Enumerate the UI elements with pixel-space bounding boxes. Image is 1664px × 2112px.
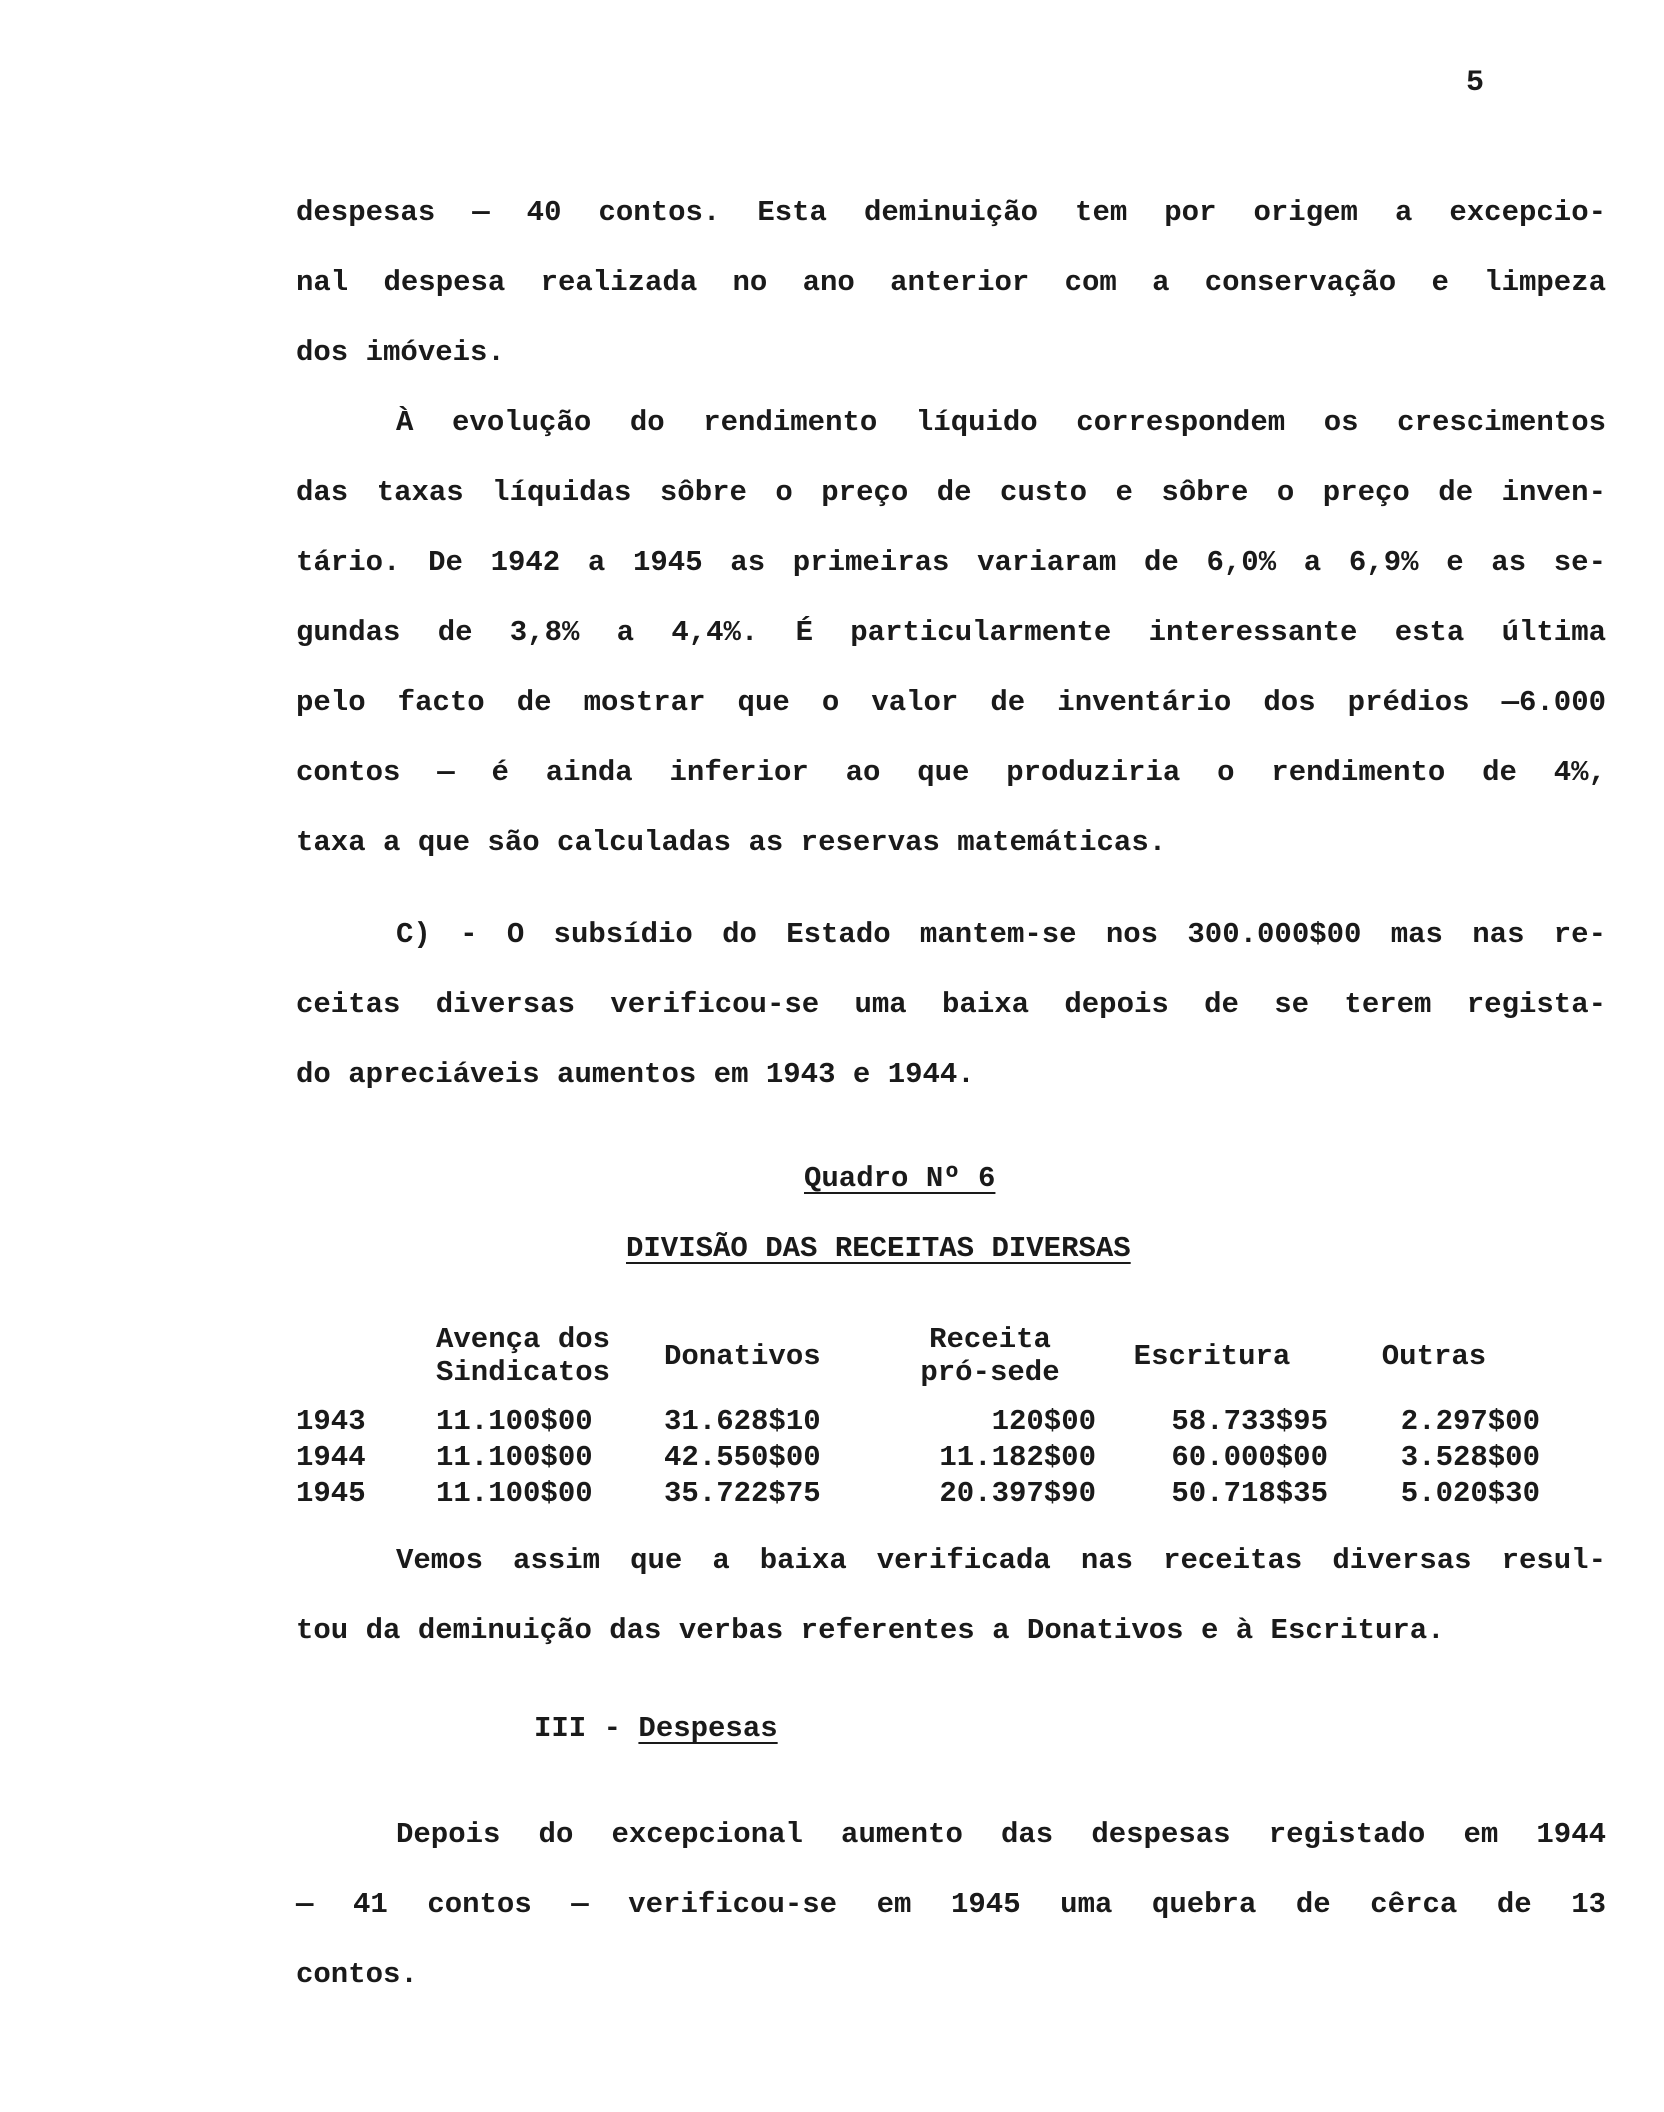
cell-receita: 120$00 xyxy=(991,1405,1096,1438)
cell-donativos: 42.550$00 xyxy=(664,1441,821,1474)
table-row xyxy=(296,1404,1540,1440)
cell-avenca: 11.100$00 xyxy=(436,1441,593,1474)
cell-donativos: 35.722$75 xyxy=(664,1477,821,1510)
text-line: nal despesa realizada no ano anterior com a conservação e limpeza xyxy=(296,266,1606,299)
header-receita-line2: pró-sede xyxy=(920,1356,1060,1389)
table-title: Quadro Nº 6 xyxy=(804,1162,996,1195)
header-outras: Outras xyxy=(1381,1339,1487,1373)
header-escritura: Escritura xyxy=(1133,1339,1291,1373)
cell-escritura: 58.733$95 xyxy=(1171,1405,1328,1438)
cell-donativos: 31.628$10 xyxy=(664,1405,821,1438)
table-subtitle: DIVISÃO DAS RECEITAS DIVERSAS xyxy=(626,1232,1131,1265)
cell-year: 1943 xyxy=(296,1405,366,1438)
text-line: Vemos assim que a baixa verificada nas receitas diversas resul- xyxy=(396,1544,1606,1577)
paragraph-despesas-aumento xyxy=(296,1800,1606,2010)
cell-avenca: 11.100$00 xyxy=(436,1405,593,1438)
text-line: — 41 contos — verificou-se em 1945 uma quebra de cêrca de 13 xyxy=(296,1888,1606,1921)
paragraph-baixa-verificada xyxy=(296,1526,1606,1666)
text-line: das taxas líquidas sôbre o preço de custo e sôbre o preço de inven- xyxy=(296,476,1606,509)
cell-avenca: 11.100$00 xyxy=(436,1477,593,1510)
cell-escritura: 50.718$35 xyxy=(1171,1477,1328,1510)
cell-year: 1945 xyxy=(296,1477,366,1510)
text-line: pelo facto de mostrar que o valor de inventário dos prédios —6.000 xyxy=(296,686,1606,719)
section-heading-despesas xyxy=(534,1712,778,1745)
table-row xyxy=(296,1440,1540,1476)
text-line: contos. xyxy=(296,1958,418,1991)
header-year xyxy=(296,1308,436,1404)
cell-outras: 3.528$00 xyxy=(1400,1441,1540,1474)
table-header-row xyxy=(296,1308,1540,1404)
header-receita-pro-sede xyxy=(884,1308,1096,1404)
paragraph-despesas-imoveis xyxy=(296,178,1606,388)
cell-outras: 5.020$30 xyxy=(1400,1477,1540,1510)
text-line: gundas de 3,8% a 4,4%. É particularmente interessante esta última xyxy=(296,616,1606,649)
text-line: À evolução do rendimento líquido correspondem os crescimentos xyxy=(396,406,1606,439)
paragraph-rendimento-liquido xyxy=(296,388,1606,878)
header-avenca-sindicatos xyxy=(436,1308,664,1404)
section-title: Despesas xyxy=(638,1712,778,1745)
text-line: tou da deminuição das verbas referentes a Donativos e à Escritura. xyxy=(296,1614,1445,1647)
cell-receita: 20.397$90 xyxy=(939,1477,1096,1510)
section-numeral: III - xyxy=(534,1712,622,1745)
text-line: do apreciáveis aumentos em 1943 e 1944. xyxy=(296,1058,975,1091)
header-avenca-line2: Sindicatos xyxy=(436,1356,611,1389)
paragraph-subsidio-estado xyxy=(296,900,1606,1110)
page-number: 5 xyxy=(1466,66,1485,100)
cell-year: 1944 xyxy=(296,1441,366,1474)
header-receita-line1: Receita xyxy=(929,1323,1051,1356)
cell-outras: 2.297$00 xyxy=(1400,1405,1540,1438)
text-line: C) - O subsídio do Estado mantem-se nos 300.000$00 mas nas re- xyxy=(396,918,1606,951)
header-donativos: Donativos xyxy=(664,1339,821,1373)
text-line: tário. De 1942 a 1945 as primeiras variaram de 6,0% a 6,9% e as se- xyxy=(296,546,1606,579)
text-line: ceitas diversas verificou-se uma baixa depois de se terem regista- xyxy=(296,988,1606,1021)
cell-escritura: 60.000$00 xyxy=(1171,1441,1328,1474)
text-line: taxa a que são calculadas as reservas matemáticas. xyxy=(296,826,1167,859)
header-avenca-line1: Avença dos xyxy=(436,1323,611,1356)
table-row xyxy=(296,1476,1540,1512)
text-line: Depois do excepcional aumento das despesas registado em 1944 xyxy=(396,1818,1606,1851)
text-line: contos — é ainda inferior ao que produziria o rendimento de 4%, xyxy=(296,756,1606,789)
text-line: despesas — 40 contos. Esta deminuição tem por origem a excepcio- xyxy=(296,196,1606,229)
receitas-diversas-table xyxy=(296,1308,1540,1512)
receitas-table-wrapper xyxy=(296,1308,1556,1512)
text-line: dos imóveis. xyxy=(296,336,505,369)
cell-receita: 11.182$00 xyxy=(939,1441,1096,1474)
